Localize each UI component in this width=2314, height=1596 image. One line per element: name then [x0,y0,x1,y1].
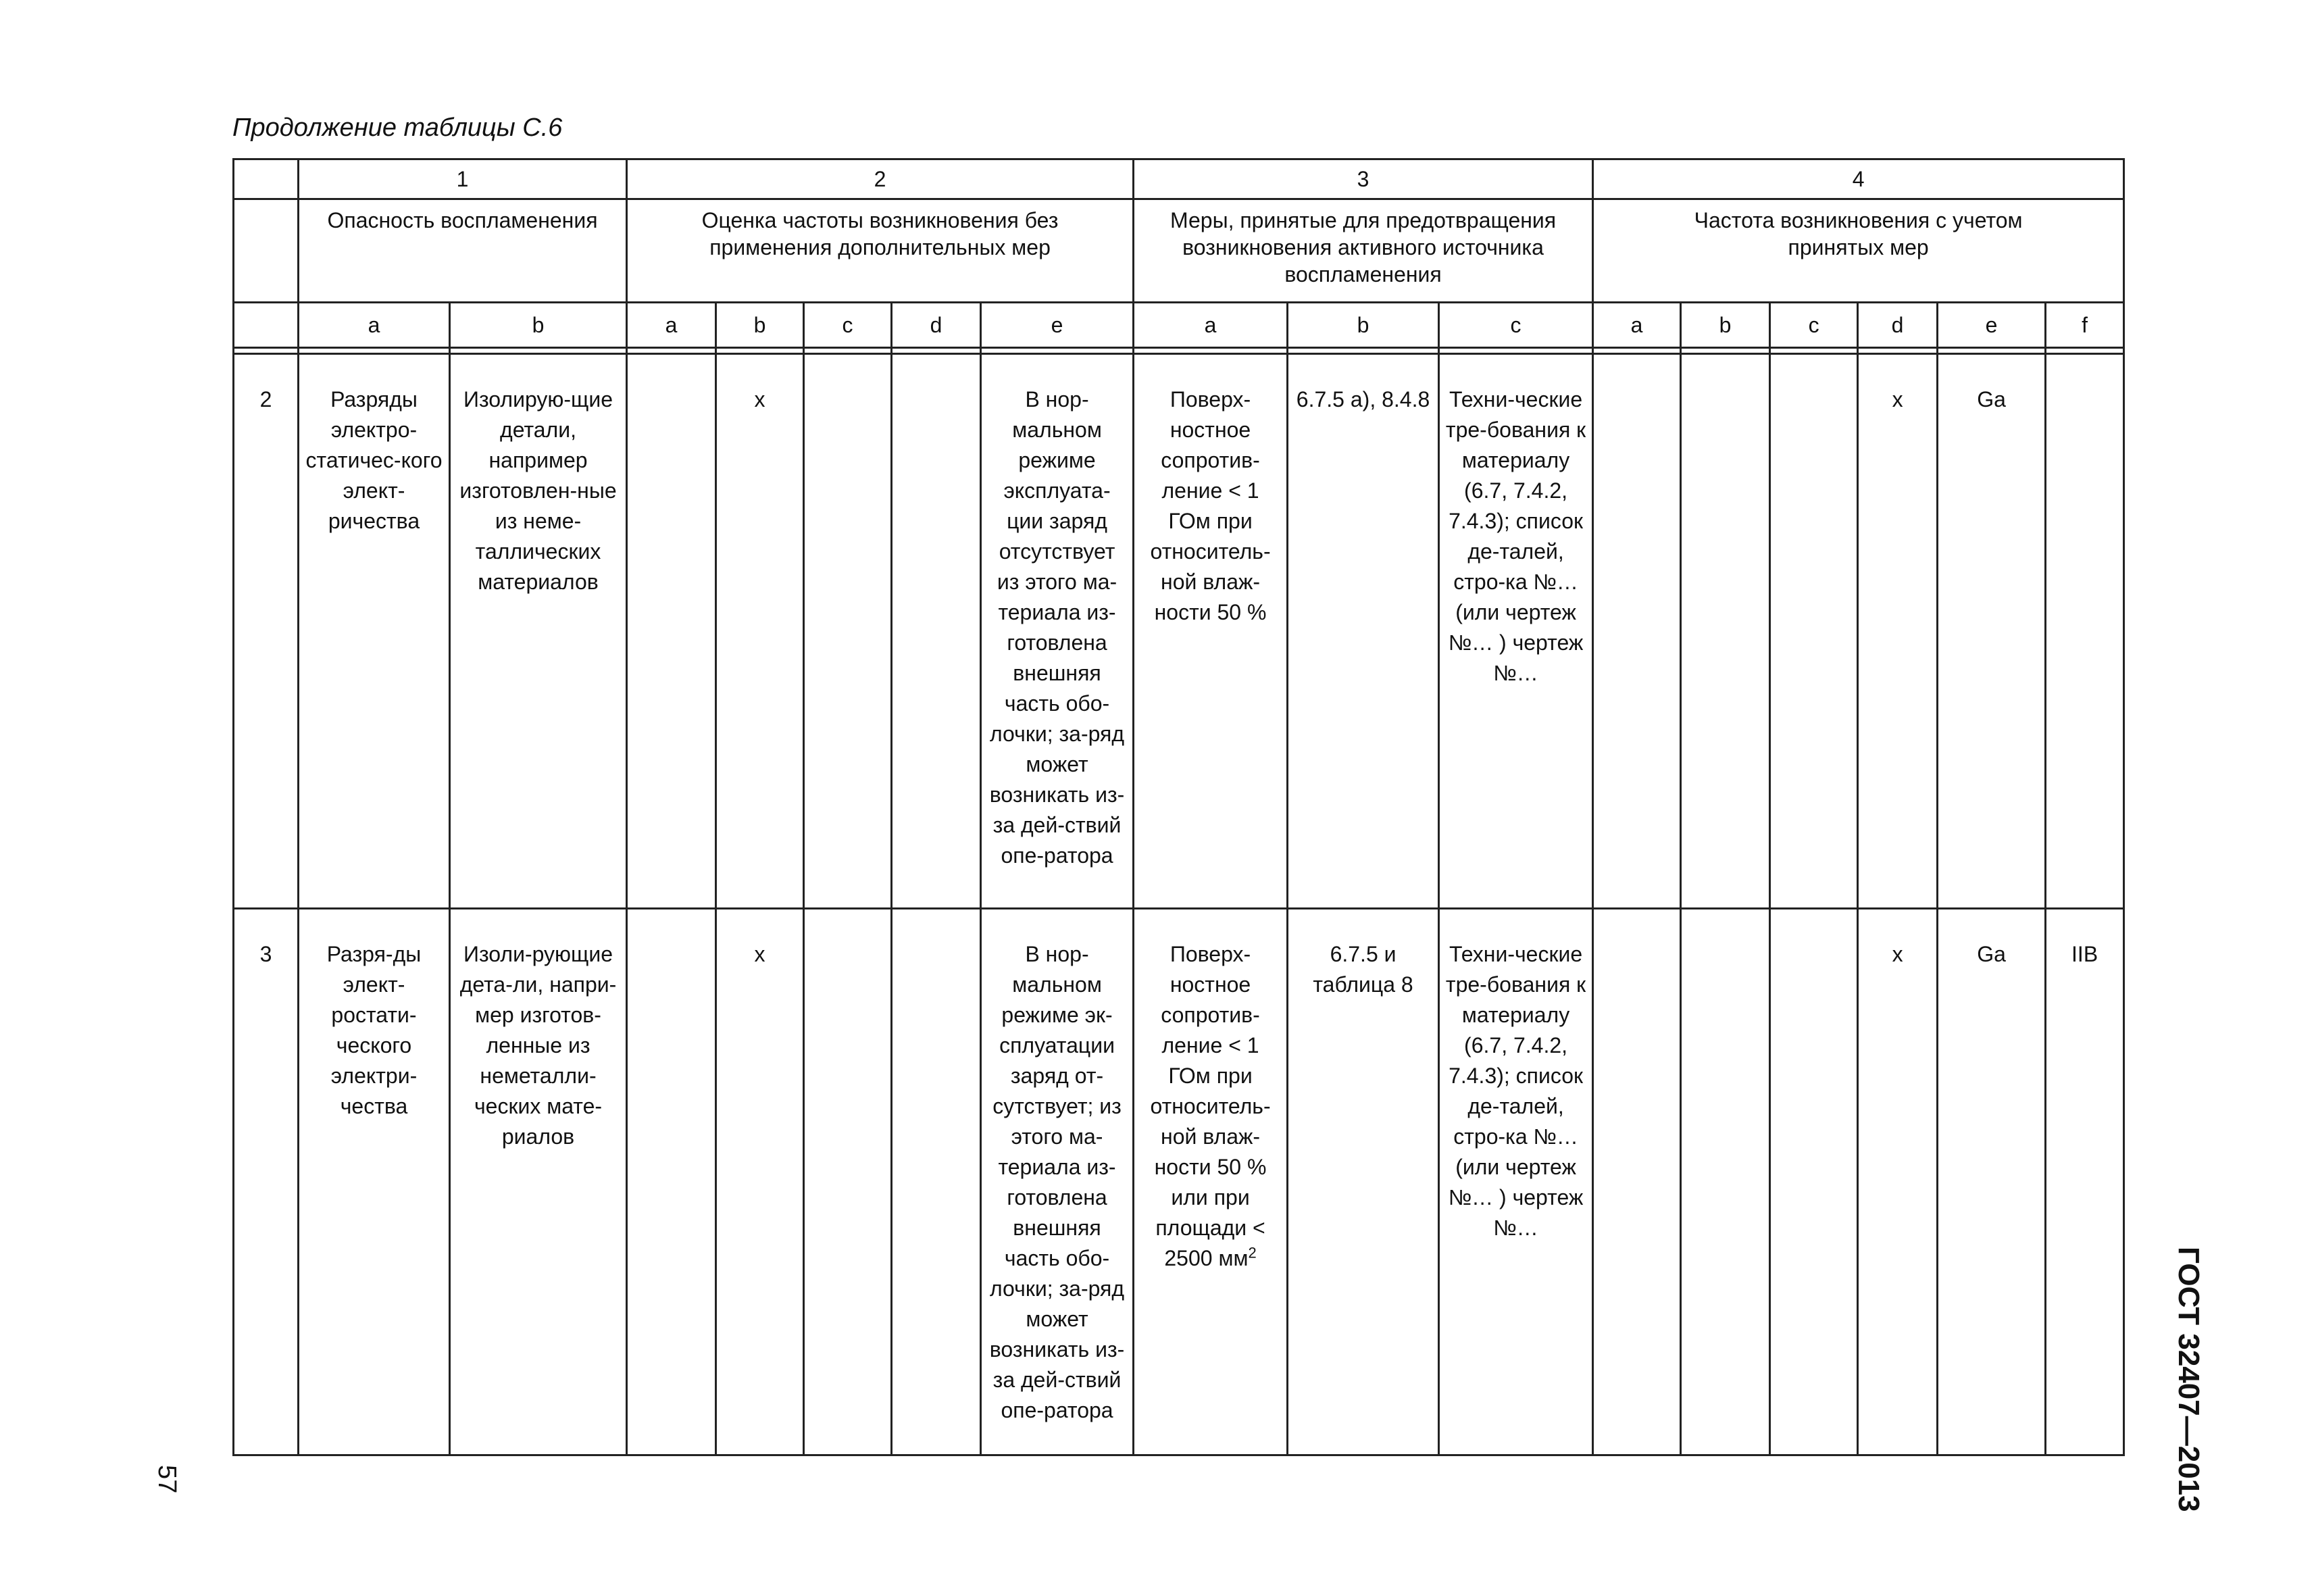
hazard-detail-cell: Изолирую-щие детали, например изготовлен-ные из неме-таллических материалов [450,354,627,909]
sub-header: c [1439,303,1593,348]
standard-designation: ГОСТ 32407—2013 [2172,1247,2205,1512]
freq-d-cell [892,354,981,909]
sub-header: b [1288,303,1439,348]
col-group-number: 4 [1593,159,2124,199]
sub-header: a [1593,303,1681,348]
col-group-title: Опасность воспламенения [299,199,627,303]
result-e-cell: Ga [1938,354,2046,909]
row-number: 2 [234,354,299,909]
result-f-cell: IIB [2046,909,2124,1455]
hazard-cell: Разря-ды элект-ростати-ческого электри-чества [299,909,450,1455]
measure-b-cell: 6.7.5 и таблица 8 [1288,909,1439,1455]
sub-header: e [981,303,1134,348]
col-group-number: 3 [1134,159,1593,199]
col-group-title: Частота возникновения с учетом принятых мер [1593,199,2124,303]
header-separator [234,348,2124,354]
table-caption: Продолжение таблицы С.6 [232,114,563,142]
measure-c-cell: Техни-ческие тре-бования к материалу (6.7, 7.4.2, 7.4.3); список де-талей, стро-ка №… (или чертеж №… ) чертеж №… [1439,354,1593,909]
freq-e-cell: В нор-мальном режиме эксплуата-ции заряд отсутствует из этого ма-териала из-готовлена внешняя часть обо-лочки; за-ряд может возникать из-за дей-ствий опе-ратора [981,354,1134,909]
result-a-cell [1593,909,1681,1455]
result-c-cell [1770,354,1858,909]
freq-a-cell [627,909,716,1455]
table-row [234,354,2124,909]
sub-header-row [234,303,2124,348]
measure-a-text: Поверх-ностное сопротив-ление < 1 ГОм при относитель-ной влаж-ности 50 % или при площади < 2500 мм [1150,942,1271,1270]
col-group-title: Оценка частоты возникновения без применения дополнительных мер [627,199,1134,303]
freq-b-cell: х [716,909,804,1455]
result-a-cell [1593,354,1681,909]
sub-header: b [716,303,804,348]
freq-a-cell [627,354,716,909]
sub-header: d [892,303,981,348]
freq-b-cell: х [716,354,804,909]
sub-header: b [450,303,627,348]
freq-d-cell [892,909,981,1455]
result-d-cell: х [1858,354,1938,909]
sub-header: a [1134,303,1288,348]
result-d-cell: х [1858,909,1938,1455]
freq-c-cell [804,909,892,1455]
superscript: 2 [1248,1244,1257,1262]
sub-header: e [1938,303,2046,348]
result-e-cell: Ga [1938,909,2046,1455]
sub-header: d [1858,303,1938,348]
sub-header: a [627,303,716,348]
sub-header: b [1681,303,1770,348]
result-f-cell [2046,354,2124,909]
measure-a-cell [1134,909,1288,1455]
measure-c-cell: Техни-ческие тре-бования к материалу (6.7, 7.4.2, 7.4.3); список де-талей, стро-ка №… (или чертеж №… ) чертеж №… [1439,909,1593,1455]
corner-cell [234,303,299,348]
header-title-row [234,199,2124,303]
col-group-number: 2 [627,159,1134,199]
sub-header: c [804,303,892,348]
header-number-row [234,159,2124,199]
corner-cell [234,159,299,199]
col-group-title: Меры, принятые для предотвращения возникновения активного источника воспламенения [1134,199,1593,303]
corner-cell [234,199,299,303]
ignition-hazard-table [232,158,2125,1456]
measure-b-cell: 6.7.5 а), 8.4.8 [1288,354,1439,909]
hazard-detail-cell: Изоли-рующие дета-ли, напри-мер изготов-ленные из неметалли-ческих мате-риалов [450,909,627,1455]
measure-a-cell: Поверх-ностное сопротив-ление < 1 ГОм при относитель-ной влаж-ности 50 % [1134,354,1288,909]
result-b-cell [1681,909,1770,1455]
table-row [234,909,2124,1455]
result-c-cell [1770,909,1858,1455]
page-number: 57 [153,1465,181,1494]
freq-e-cell: В нор-мальном режиме эк-сплуатации заряд от-сутствует; из этого ма-териала из-готовлена внешняя часть обо-лочки; за-ряд может возникать из-за дей-ствий опе-ратора [981,909,1134,1455]
hazard-cell: Разряды электро-статичес-кого элект-ричества [299,354,450,909]
result-b-cell [1681,354,1770,909]
sub-header: c [1770,303,1858,348]
sub-header: f [2046,303,2124,348]
sub-header: a [299,303,450,348]
row-number: 3 [234,909,299,1455]
freq-c-cell [804,354,892,909]
col-group-number: 1 [299,159,627,199]
